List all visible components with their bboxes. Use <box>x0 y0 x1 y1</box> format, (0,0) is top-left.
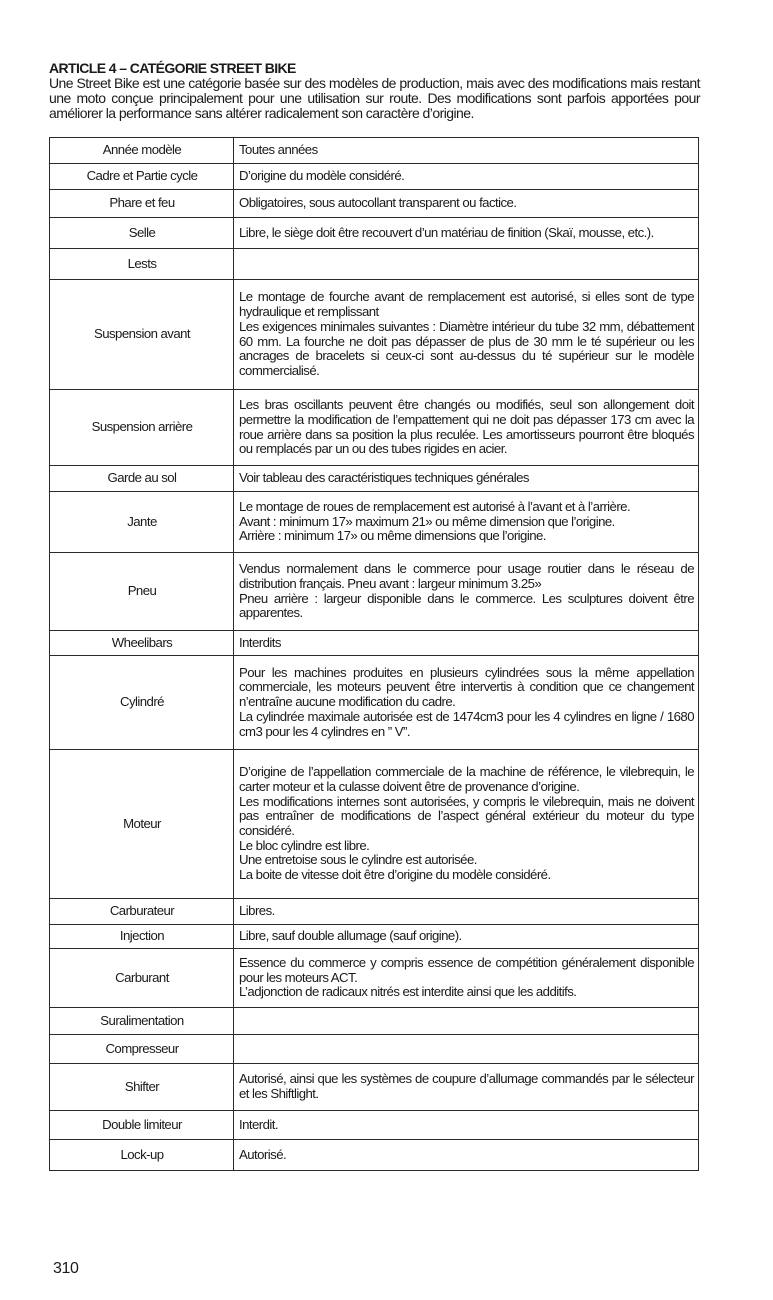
row-label: Phare et feu <box>50 190 234 218</box>
row-value-line: Autorisé. <box>239 1146 287 1162</box>
row-value-line: Vendus normalement dans le commerce pour usage routier dans le réseau de distribution français. Pneu avant : largeur minimum 3.25» <box>239 561 694 591</box>
row-value <box>234 553 699 631</box>
row-label: Injection <box>50 925 234 949</box>
row-label: Suspension avant <box>50 280 234 390</box>
row-value <box>234 1111 699 1140</box>
table-row <box>50 466 699 492</box>
row-label: Moteur <box>50 750 234 899</box>
table-row <box>50 280 699 390</box>
row-value <box>234 138 699 164</box>
table-row <box>50 631 699 656</box>
table-row <box>50 1140 699 1171</box>
table-row <box>50 899 699 925</box>
row-value-line: Essence du commerce y compris essence de compétition généralement disponible pour les moteurs ACT. <box>239 954 694 985</box>
row-value <box>234 925 699 949</box>
row-label: Jante <box>50 492 234 553</box>
row-value <box>234 218 699 249</box>
row-value <box>234 280 699 390</box>
row-value-line: D’origine de l’appellation commerciale de la machine de référence, le vilebrequin, le carter moteur et la culasse doivent être de provenance d’origine. <box>239 764 694 794</box>
table-row <box>50 218 699 249</box>
row-value <box>234 631 699 656</box>
row-value <box>234 492 699 553</box>
row-value-line: Le montage de roues de remplacement est autorisé à l’avant et à l’arrière. <box>239 498 631 514</box>
table-row <box>50 249 699 280</box>
row-value <box>234 899 699 925</box>
row-label: Année modèle <box>50 138 234 164</box>
row-value-line: Libre, le siège doit être recouvert d’un matériau de finition (Skaï, mousse, etc.). <box>239 224 654 240</box>
page-number: 310 <box>53 1260 79 1277</box>
row-label: Shifter <box>50 1064 234 1111</box>
row-label: Cadre et Partie cycle <box>50 164 234 190</box>
row-value-line: Le montage de fourche avant de remplacement est autorisé, si elles sont de type hydraulique et remplissant <box>239 289 694 320</box>
table-row <box>50 1035 699 1064</box>
row-value-line: La boite de vitesse doit être d’origine du modèle considéré. <box>239 867 551 883</box>
row-value <box>234 1140 699 1171</box>
article-title: ARTICLE 4 – CATÉGORIE STREET BIKE <box>49 60 296 76</box>
table-row <box>50 656 699 750</box>
row-label: Compresseur <box>50 1035 234 1064</box>
row-value-line: Interdits <box>239 634 281 650</box>
row-value-line: Libres. <box>239 903 275 919</box>
row-value-line: Les bras oscillants peuvent être changés ou modifiés, seul son allongement doit permettre la modification de l’empattement qui ne doit pas dépasser 173 cm avec la roue arrière dans sa position la plus reculée. Les amortisseurs pourront être bloqués ou remplacés par un ou des tubes rigides en acier. <box>239 397 694 457</box>
table-row <box>50 1008 699 1035</box>
row-value <box>234 656 699 750</box>
table-row <box>50 925 699 949</box>
row-label: Double limiteur <box>50 1111 234 1140</box>
table-row <box>50 190 699 218</box>
table-row <box>50 390 699 466</box>
row-value-line: Pour les machines produites en plusieurs cylindrées sous la même appellation commerciale, les moteurs peuvent être intervertis à condition que ce changement n’entraîne aucune modification du cadre. <box>239 664 694 710</box>
row-label: Pneu <box>50 553 234 631</box>
row-label: Cylindré <box>50 656 234 750</box>
row-label: Suspension arrière <box>50 390 234 466</box>
row-label: Carburateur <box>50 899 234 925</box>
table-row <box>50 750 699 899</box>
table-row <box>50 949 699 1008</box>
row-value-line: D’origine du modèle considéré. <box>239 168 405 184</box>
row-value-line: Libre, sauf double allumage (sauf origine). <box>239 928 462 944</box>
row-value-line: Le bloc cylindre est libre. <box>239 837 370 853</box>
row-label: Wheelibars <box>50 631 234 656</box>
row-value <box>234 190 699 218</box>
row-value-line: Interdit. <box>239 1116 279 1132</box>
row-value-line: Obligatoires, sous autocollant transparent ou factice. <box>239 195 517 211</box>
row-value-line: Arrière : minimum 17» ou même dimensions que l’origine. <box>239 528 546 544</box>
row-value <box>234 1064 699 1111</box>
row-value <box>234 390 699 466</box>
row-value-line: Autorisé, ainsi que les systèmes de coupure d’allumage commandés par le sélecteur et les Shiftlight. <box>239 1071 694 1101</box>
table-row <box>50 553 699 631</box>
row-value <box>234 249 699 280</box>
regulations-table <box>49 137 699 1171</box>
row-label: Garde au sol <box>50 466 234 492</box>
row-value <box>234 1008 699 1035</box>
row-value-line: Voir tableau des caractéristiques techniques générales <box>239 470 529 486</box>
row-value-line: Avant : minimum 17» maximum 21» ou même dimension que l’origine. <box>239 513 615 529</box>
table-row <box>50 1111 699 1140</box>
row-label: Lests <box>50 249 234 280</box>
row-label: Selle <box>50 218 234 249</box>
row-value <box>234 164 699 190</box>
table-row <box>50 164 699 190</box>
table-row <box>50 1064 699 1111</box>
row-value <box>234 949 699 1008</box>
table-row <box>50 492 699 553</box>
row-value-line: Les exigences minimales suivantes : Diamètre intérieur du tube 32 mm, débattement 60 mm. La fourche ne doit pas dépasser de plus de 30 mm le té supérieur ou les ancrages de bracelets si ceux-ci sont au-dessus du té supérieur sur le modèle commercialisé. <box>239 318 694 378</box>
regulations-table-body <box>50 138 699 1171</box>
table-row <box>50 138 699 164</box>
row-label: Suralimentation <box>50 1008 234 1035</box>
row-label: Carburant <box>50 949 234 1008</box>
row-value-line: L’adjonction de radicaux nitrés est interdite ainsi que les additifs. <box>239 984 577 1000</box>
row-value-line: Toutes années <box>239 142 318 158</box>
article-header <box>49 60 699 121</box>
row-value-line: Les modifications internes sont autorisées, y compris le vilebrequin, mais ne doivent pas entraîner de modifications de l’aspect général extérieur du moteur du type considéré. <box>239 793 694 838</box>
row-value-line: Une entretoise sous le cylindre est autorisée. <box>239 852 477 868</box>
row-label: Lock-up <box>50 1140 234 1171</box>
article-intro: Une Street Bike est une catégorie basée sur des modèles de production, mais avec des modifications mais restant une moto conçue principalement pour une utilisation sur route. Des modifications sont parfois apportées pour améliorer la performance sans altérer radicalement son caractère d’origine. <box>49 75 700 121</box>
row-value <box>234 750 699 899</box>
row-value <box>234 466 699 492</box>
row-value-line: Pneu arrière : largeur disponible dans le commerce. Les sculptures doivent être apparentes. <box>239 590 694 621</box>
row-value-line: La cylindrée maximale autorisée est de 1474cm3 pour les 4 cylindres en ligne / 1680 cm3 pour les 4 cylindres en ” V”. <box>239 708 694 739</box>
row-value <box>234 1035 699 1064</box>
